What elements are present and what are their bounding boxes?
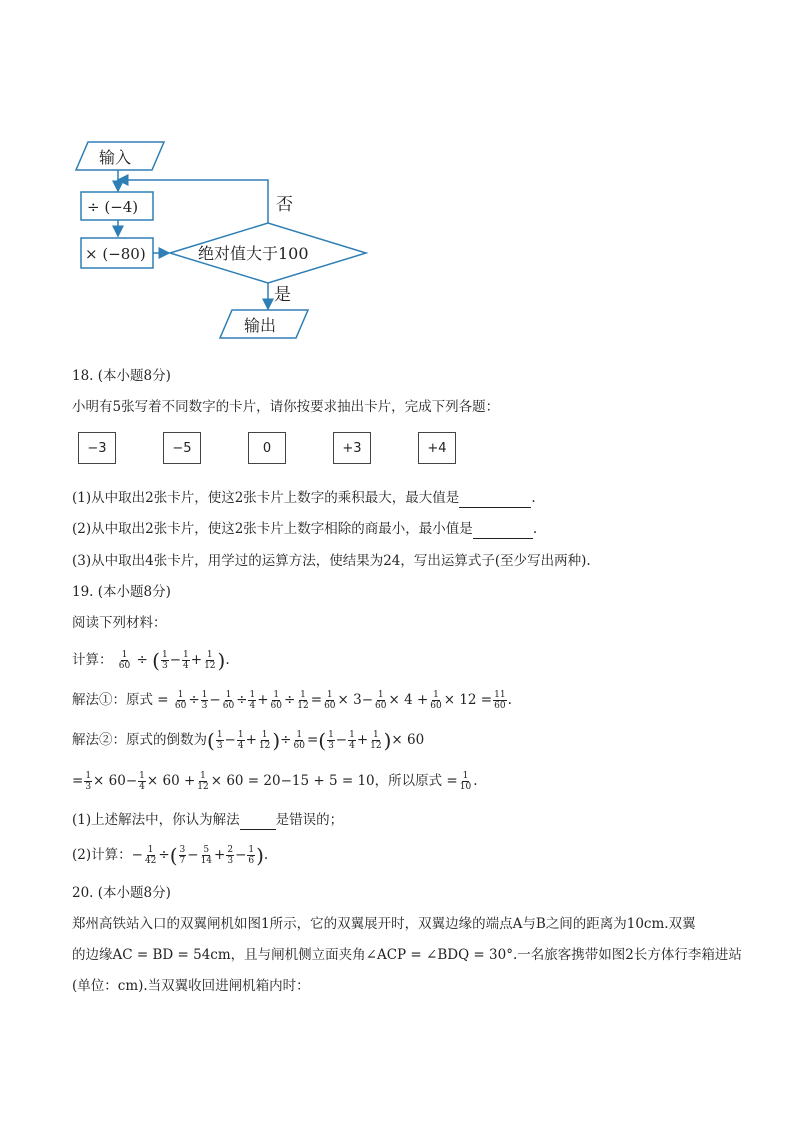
q19-part2: (2)计算：− $\frac{1}{42}$ ÷( $\frac{3}{7}$ − $\frac{5}{14}$ + $\frac{2}{3}$ − $\frac{1}{6}$ ). <box>72 843 269 868</box>
input-label: 输入 <box>99 148 132 167</box>
q19-solution1: 解法①：原式 = $\frac{1}{60}$ ÷ $\frac{1}{3}$ − $\frac{1}{60}$ ÷ $\frac{1}{4}$ + $\frac{1}{60}$ ÷ $\frac{1}{12}$ = $\frac{1}{60}$ × 3− $\frac{1}{60}$ × 4 + $\frac{1}{60}$ × 12 = $\frac{11}{60}$ . <box>72 690 512 711</box>
q19-intro: 阅读下列材料： <box>72 615 167 631</box>
multiply-label: × (−80) <box>85 245 146 263</box>
q18-part2: (2)从中取出2张卡片，使这2张卡片上数字相除的商最小，最小值是 . <box>72 521 538 537</box>
condition-label: 绝对值大于100 <box>198 244 309 263</box>
divide-label: ÷ (−4) <box>87 198 139 216</box>
card-4: +3 <box>333 432 371 464</box>
q18-intro: 小明有5张写着不同数字的卡片，请你按要求抽出卡片，完成下列各题： <box>72 399 500 415</box>
output-label: 输出 <box>244 316 277 335</box>
q20-line1: 郑州高铁站入口的双翼闸机如图1所示，它的双翼展开时，双翼边缘的端点A与B之间的距离为10cm.双翼 <box>72 916 696 932</box>
flowchart <box>0 0 794 360</box>
q19-part1: (1)上述解法中，你认为解法 是错误的； <box>72 812 344 828</box>
q18-heading: 18. (本小题8分) <box>72 368 171 384</box>
yes-label: 是 <box>274 285 291 305</box>
card-5: +4 <box>418 432 456 464</box>
card-3: 0 <box>248 432 286 464</box>
q20-line2: 的边缘AC = BD = 54cm，且与闸机侧立面夹角∠ACP = ∠BDQ = 30°.一名旅客携带如图2长方体行李箱进站 <box>72 947 742 963</box>
q20-heading: 20. (本小题8分) <box>72 885 171 901</box>
no-label: 否 <box>276 195 293 215</box>
card-1: −3 <box>78 432 116 464</box>
q19-solution2: 解法②：原式的倒数为( $\frac{1}{3}$ − $\frac{1}{4}$ + $\frac{1}{12}$ )÷ $\frac{1}{60}$ =( $\frac{1}{3}$ − $\frac{1}{4}$ + $\frac{1}{12}$ )× 60 <box>72 728 425 753</box>
q18-part1: (1)从中取出2张卡片，使这2张卡片上数字的乘积最大，最大值是 . <box>72 490 536 506</box>
q19-heading: 19. (本小题8分) <box>72 584 171 600</box>
q20-line3: (单位：cm).当双翼收回进闸机箱内时： <box>72 978 310 994</box>
q18-part3: (3)从中取出4张卡片，用学过的运算方法，使结果为24，写出运算式子(至少写出两种). <box>72 553 591 569</box>
q19-calc: 计算： $\frac{1}{60}$ ÷ ( $\frac{1}{3}$ − $\frac{1}{4}$ + $\frac{1}{12}$ ). <box>72 648 230 673</box>
card-2: −5 <box>163 432 201 464</box>
q19-solution2-cont: = $\frac{1}{3}$ × 60− $\frac{1}{4}$ × 60 + $\frac{1}{12}$ × 60 = 20−15 + 5 = 10，所以原式 = $\frac{1}{10}$ . <box>72 771 478 792</box>
